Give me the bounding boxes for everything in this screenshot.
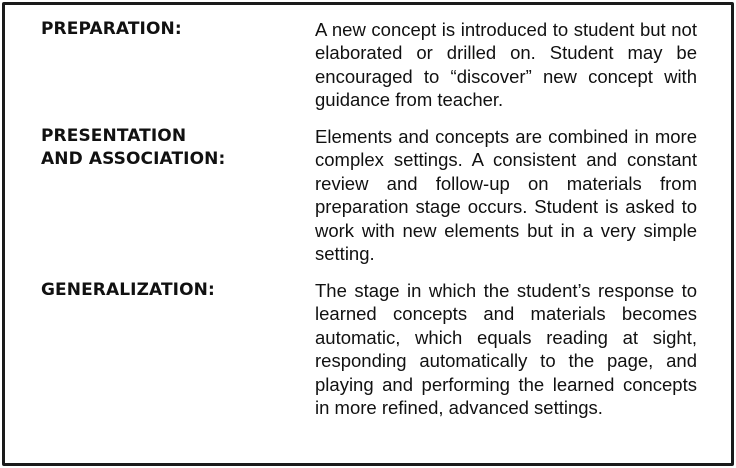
stage-term: GENERALIZATION:: [41, 280, 215, 300]
stage-term: PREPARATION:: [41, 19, 182, 39]
stage-description: A new concept is introduced to student but not elaborated or drilled on. Student may be encouraged to “discover” new concept with guidance from teacher.: [315, 19, 697, 111]
stage-description: The stage in which the student’s response to learned concepts and materials becomes automatic, which equals reading at sight, responding automatically to the page, and playing and performing the learned concepts in more refined, advanced settings.: [315, 280, 697, 419]
stage-description: Elements and concepts are combined in more complex settings. A consistent and constant review and follow-up on materials from preparation stage occurs. Student is asked to work with new elements but in a very simple setting.: [315, 126, 697, 265]
stage-term: PRESENTATION AND ASSOCIATION:: [41, 126, 226, 169]
stages-table: [2, 2, 734, 466]
